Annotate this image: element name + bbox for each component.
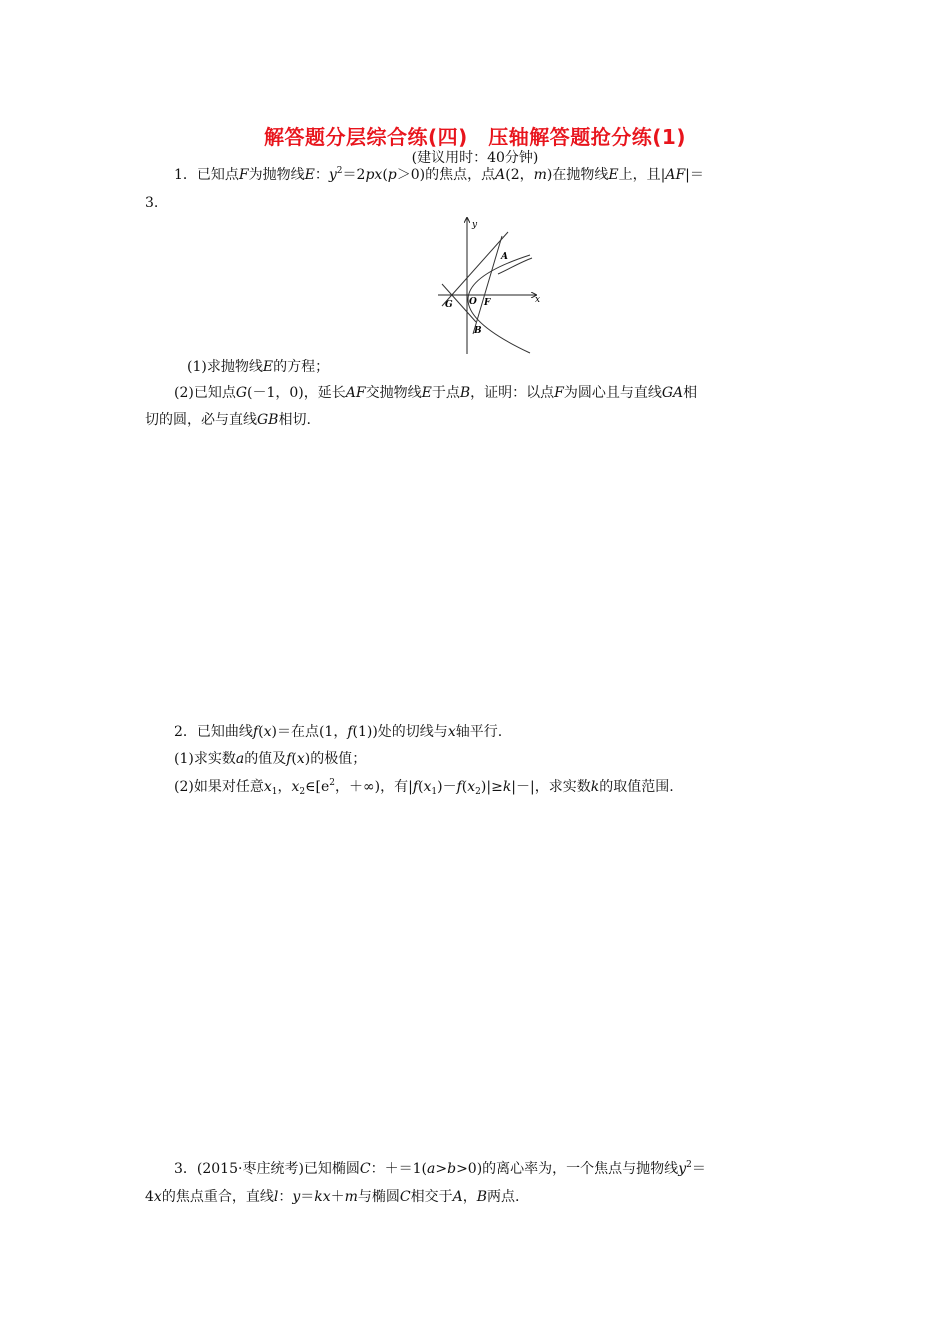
q1-sub2-line2: 切的圆，必与直线GB相切. (145, 412, 311, 428)
parabola-figure-svg (436, 214, 560, 356)
label-b: B (474, 326, 482, 336)
label-f: F (484, 298, 491, 308)
q1-line1: 1．已知点F为抛物线E：$y^2=2px(p>0)$的焦点，点A(2，m)在抛物线E上，且|AF|＝ (174, 166, 704, 183)
page-title: 解答题分层综合练(四) 压轴解答题抢分练(1) (264, 125, 686, 149)
q1-sub2-line1: (2)已知点G(－1，0)，延长AF交抛物线E于点B，证明：以点F为圆心且与直线GA相 (174, 385, 698, 401)
label-a: A (501, 252, 508, 262)
q2-sub2: (2)如果对任意$x_1$，$x_2\in[e^2$，＋∞)，有$|f(x_1)-f(x_2)|\ge k|-|$，求实数k的取值范围. (174, 778, 674, 797)
line-ab (473, 236, 502, 334)
q2-sub1: (1)求实数a的值及f(x)的极值； (174, 751, 367, 767)
label-g: G (445, 300, 453, 310)
parabola-figure (436, 214, 560, 356)
q3-line2: 4x的焦点重合，直线l：y＝kx＋m与椭圆C相交于A，B两点. (145, 1189, 520, 1205)
q3-line1: 3．(2015·枣庄统考)已知椭圆C：＋＝1(a>b>0)的离心率为，一个焦点与抛物线$y^2=$ (174, 1160, 706, 1177)
q1-line2: 3. (145, 195, 159, 211)
time-hint: (建议用时：40分钟) (411, 150, 539, 166)
label-x: x (535, 295, 541, 305)
parabola-curve (468, 255, 530, 353)
q1-sub1: (1)求抛物线E的方程； (187, 359, 330, 375)
q2-line1: 2．已知曲线f(x)＝在点(1，f(1))处的切线与x轴平行. (174, 724, 503, 740)
label-y: y (472, 220, 478, 230)
label-o: O (469, 297, 477, 307)
